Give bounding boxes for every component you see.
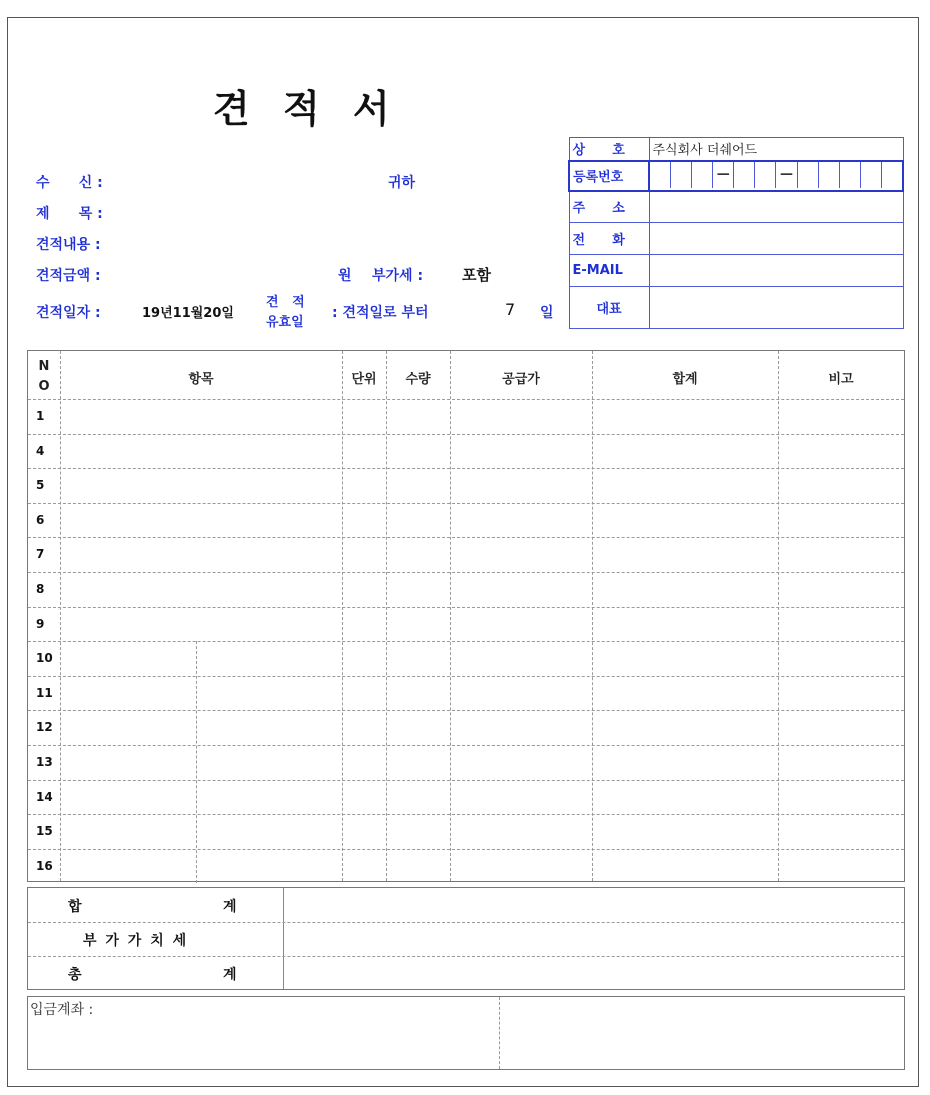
supplier-box [568,137,904,329]
reg-cell [691,162,712,188]
vat-value: 포함 [462,266,491,284]
validity-text: : 견적일로 부터 [332,305,429,321]
date-label: 견적일자 : [36,305,101,321]
subject-label: 제 목 : [36,206,103,222]
supplier-company-value: 주식회사 더쉐어드 [649,138,903,161]
reg-dash: — [775,162,796,188]
header-price: 공급가 [502,372,540,387]
reg-dash: — [712,162,733,188]
vat-label: 부가세 : [372,268,424,284]
document-title: 견 적 서 [213,87,400,131]
supplier-rep-value [649,287,903,329]
reg-cell [650,162,670,188]
date-value: 19년11월20일 [142,306,234,321]
row-number: 11 [36,685,53,700]
totals-table [27,887,905,990]
supplier-address-value [649,191,903,223]
row-number: 8 [36,582,45,596]
totals-vat: 부 가 가 치 세 [83,933,189,949]
validity-unit: 일 [540,305,554,321]
totals-total-b: 계 [223,967,237,983]
supplier-email-label: E-MAIL [569,255,649,287]
supplier-email-value [649,255,903,287]
row-number: 15 [36,824,53,839]
row-number: 6 [36,512,45,527]
reg-cell [881,162,902,188]
row-number: 16 [36,858,53,873]
row-number: 7 [36,547,45,562]
row-number: 4 [36,443,45,458]
header-unit: 단위 [351,372,377,387]
header-note: 비고 [828,372,854,387]
supplier-address-label: 주 소 [569,191,649,223]
row-number: 10 [36,651,53,666]
validity-days: 7 [505,300,516,319]
validity-label-bottom: 유효일 [266,315,304,330]
reg-cell [818,162,839,188]
header-no-bottom: O [38,379,50,394]
totals-total-a: 총 [68,967,82,983]
reg-cell [733,162,754,188]
bank-box [27,996,905,1070]
reg-cell [797,162,818,188]
amount-label: 견적금액 : [36,268,101,284]
items-table [27,350,905,882]
totals-sum-b: 계 [223,899,237,915]
row-number: 9 [36,616,45,631]
reg-cell [754,162,775,188]
header-qty: 수량 [405,372,431,387]
supplier-phone-value [649,223,903,255]
totals-sum-a: 합 [68,899,82,915]
supplier-phone-label: 전 화 [569,223,649,255]
recipient-suffix: 귀하 [388,175,416,191]
row-number: 13 [36,755,53,769]
row-number: 12 [36,720,53,735]
row-number: 14 [36,789,53,804]
supplier-reg-cells [649,161,903,191]
header-no-top: N [38,359,50,374]
supplier-rep-label: 대표 [569,287,649,329]
amount-unit: 원 [338,268,352,284]
validity-label-top: 견 적 [266,295,305,310]
reg-cell [670,162,691,188]
header-item: 항목 [188,372,214,387]
recipient-label: 수 신 : [36,175,103,191]
content-label: 견적내용 : [36,237,101,253]
supplier-company-label: 상 호 [569,138,649,161]
reg-cell [839,162,860,188]
row-number: 1 [36,409,45,423]
row-number: 5 [36,478,45,493]
bank-label: 입금계좌 : [30,1002,94,1018]
supplier-reg-label: 등록번호 [569,161,649,191]
header-sum: 합계 [672,372,698,387]
reg-cell [860,162,881,188]
